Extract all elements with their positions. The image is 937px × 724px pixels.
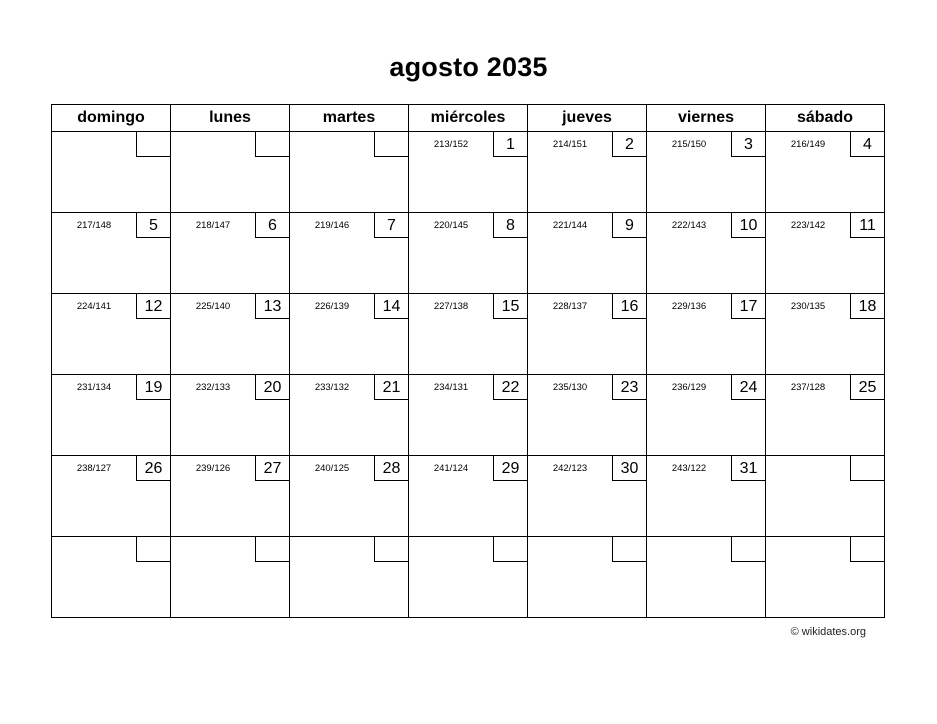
day-number: 30 — [612, 456, 646, 481]
weekday-header: miércoles — [409, 105, 528, 132]
day-number: 26 — [136, 456, 170, 481]
day-cell-content — [647, 456, 765, 536]
day-cell — [766, 213, 885, 294]
day-cell-content — [52, 132, 170, 212]
day-ordinal: 226/139 — [314, 301, 350, 312]
day-cell-content — [409, 537, 527, 617]
day-number — [850, 456, 884, 481]
day-cell — [409, 132, 528, 213]
day-cell — [766, 375, 885, 456]
day-number: 23 — [612, 375, 646, 400]
day-number: 10 — [731, 213, 765, 238]
day-number — [136, 537, 170, 562]
day-number: 28 — [374, 456, 408, 481]
week-row — [52, 375, 885, 456]
day-cell-content — [52, 375, 170, 455]
weekday-header: martes — [290, 105, 409, 132]
day-cell — [171, 456, 290, 537]
day-ordinal: 230/135 — [790, 301, 826, 312]
day-number: 1 — [493, 132, 527, 157]
day-number — [493, 537, 527, 562]
day-cell — [766, 537, 885, 618]
day-cell — [290, 537, 409, 618]
day-number: 8 — [493, 213, 527, 238]
day-cell — [647, 375, 766, 456]
day-number: 21 — [374, 375, 408, 400]
day-ordinal: 237/128 — [790, 382, 826, 393]
day-cell-content — [766, 456, 884, 536]
day-number: 16 — [612, 294, 646, 319]
day-cell-content — [171, 456, 289, 536]
day-cell — [766, 456, 885, 537]
calendar-body — [52, 132, 885, 618]
day-cell — [528, 294, 647, 375]
day-cell-content — [409, 294, 527, 374]
day-ordinal: 215/150 — [671, 139, 707, 150]
day-cell — [409, 456, 528, 537]
day-cell-content — [171, 132, 289, 212]
day-cell — [52, 456, 171, 537]
day-number: 22 — [493, 375, 527, 400]
day-number — [612, 537, 646, 562]
day-ordinal: 240/125 — [314, 463, 350, 474]
calendar-grid — [51, 104, 885, 618]
weekday-header-row — [52, 105, 885, 132]
day-cell-content — [528, 456, 646, 536]
day-number — [255, 537, 289, 562]
day-ordinal: 239/126 — [195, 463, 231, 474]
day-cell-content — [52, 537, 170, 617]
day-number: 18 — [850, 294, 884, 319]
day-number: 29 — [493, 456, 527, 481]
day-number: 6 — [255, 213, 289, 238]
day-cell-content — [766, 294, 884, 374]
day-number: 2 — [612, 132, 646, 157]
day-cell-content — [290, 375, 408, 455]
day-number: 31 — [731, 456, 765, 481]
day-ordinal: 234/131 — [433, 382, 469, 393]
day-cell — [290, 132, 409, 213]
day-cell — [528, 132, 647, 213]
day-cell — [647, 213, 766, 294]
day-cell-content — [766, 132, 884, 212]
day-number: 9 — [612, 213, 646, 238]
day-cell — [52, 294, 171, 375]
day-number: 5 — [136, 213, 170, 238]
day-cell-content — [52, 213, 170, 293]
day-cell — [528, 537, 647, 618]
day-number — [374, 132, 408, 157]
day-cell — [290, 375, 409, 456]
day-ordinal: 214/151 — [552, 139, 588, 150]
day-cell-content — [171, 537, 289, 617]
day-ordinal: 228/137 — [552, 301, 588, 312]
day-cell-content — [52, 456, 170, 536]
day-number — [731, 537, 765, 562]
day-cell-content — [647, 537, 765, 617]
day-cell — [528, 213, 647, 294]
day-ordinal: 225/140 — [195, 301, 231, 312]
day-number: 15 — [493, 294, 527, 319]
day-cell-content — [290, 132, 408, 212]
day-number — [850, 537, 884, 562]
weekday-header: domingo — [52, 105, 171, 132]
day-cell-content — [290, 537, 408, 617]
day-cell-content — [171, 375, 289, 455]
day-ordinal: 231/134 — [76, 382, 112, 393]
day-cell — [171, 375, 290, 456]
day-cell-content — [528, 294, 646, 374]
day-ordinal: 224/141 — [76, 301, 112, 312]
day-number — [255, 132, 289, 157]
day-cell-content — [171, 213, 289, 293]
day-ordinal: 243/122 — [671, 463, 707, 474]
day-cell-content — [528, 537, 646, 617]
day-ordinal: 222/143 — [671, 220, 707, 231]
day-ordinal: 213/152 — [433, 139, 469, 150]
day-cell — [647, 132, 766, 213]
day-number: 4 — [850, 132, 884, 157]
day-cell — [409, 375, 528, 456]
day-cell — [290, 213, 409, 294]
day-number: 7 — [374, 213, 408, 238]
day-cell — [528, 456, 647, 537]
day-cell — [647, 456, 766, 537]
day-cell-content — [171, 294, 289, 374]
day-number: 13 — [255, 294, 289, 319]
day-cell — [171, 294, 290, 375]
day-ordinal: 216/149 — [790, 139, 826, 150]
day-cell-content — [52, 294, 170, 374]
day-cell-content — [647, 375, 765, 455]
day-number: 20 — [255, 375, 289, 400]
day-ordinal: 235/130 — [552, 382, 588, 393]
week-row — [52, 537, 885, 618]
day-cell-content — [766, 537, 884, 617]
day-cell — [290, 456, 409, 537]
day-cell-content — [290, 294, 408, 374]
day-cell-content — [409, 213, 527, 293]
day-number: 17 — [731, 294, 765, 319]
day-cell-content — [528, 375, 646, 455]
day-number: 12 — [136, 294, 170, 319]
day-ordinal: 218/147 — [195, 220, 231, 231]
weekday-header: jueves — [528, 105, 647, 132]
day-cell — [766, 294, 885, 375]
day-ordinal: 229/136 — [671, 301, 707, 312]
day-cell-content — [528, 213, 646, 293]
weekday-header: viernes — [647, 105, 766, 132]
day-ordinal: 217/148 — [76, 220, 112, 231]
day-cell-content — [290, 456, 408, 536]
day-ordinal: 221/144 — [552, 220, 588, 231]
day-cell-content — [766, 213, 884, 293]
day-cell — [647, 294, 766, 375]
day-cell — [290, 294, 409, 375]
day-cell — [528, 375, 647, 456]
day-cell-content — [409, 132, 527, 212]
day-cell — [171, 132, 290, 213]
day-cell — [409, 294, 528, 375]
day-cell — [409, 213, 528, 294]
day-cell — [171, 213, 290, 294]
day-ordinal: 232/133 — [195, 382, 231, 393]
day-cell — [52, 132, 171, 213]
day-cell — [52, 537, 171, 618]
day-number: 25 — [850, 375, 884, 400]
day-ordinal: 236/129 — [671, 382, 707, 393]
day-number: 14 — [374, 294, 408, 319]
day-number: 3 — [731, 132, 765, 157]
copyright-text: © wikidates.org — [790, 626, 866, 638]
day-cell-content — [647, 132, 765, 212]
day-cell — [52, 375, 171, 456]
day-number: 19 — [136, 375, 170, 400]
day-ordinal: 242/123 — [552, 463, 588, 474]
week-row — [52, 132, 885, 213]
day-ordinal: 220/145 — [433, 220, 469, 231]
page-title: agosto 2035 — [389, 52, 548, 82]
week-row — [52, 456, 885, 537]
day-cell-content — [290, 213, 408, 293]
day-ordinal: 241/124 — [433, 463, 469, 474]
day-number: 27 — [255, 456, 289, 481]
day-cell — [171, 537, 290, 618]
day-number: 11 — [850, 213, 884, 238]
weekday-header: sábado — [766, 105, 885, 132]
day-ordinal: 238/127 — [76, 463, 112, 474]
day-ordinal: 233/132 — [314, 382, 350, 393]
day-cell-content — [647, 213, 765, 293]
day-cell-content — [766, 375, 884, 455]
day-number: 24 — [731, 375, 765, 400]
day-ordinal: 223/142 — [790, 220, 826, 231]
week-row — [52, 213, 885, 294]
day-number — [374, 537, 408, 562]
day-cell-content — [647, 294, 765, 374]
day-cell — [766, 132, 885, 213]
day-ordinal: 227/138 — [433, 301, 469, 312]
day-ordinal: 219/146 — [314, 220, 350, 231]
day-cell — [409, 537, 528, 618]
day-cell — [647, 537, 766, 618]
day-cell-content — [528, 132, 646, 212]
day-cell — [52, 213, 171, 294]
week-row — [52, 294, 885, 375]
day-cell-content — [409, 456, 527, 536]
day-number — [136, 132, 170, 157]
day-cell-content — [409, 375, 527, 455]
weekday-header: lunes — [171, 105, 290, 132]
